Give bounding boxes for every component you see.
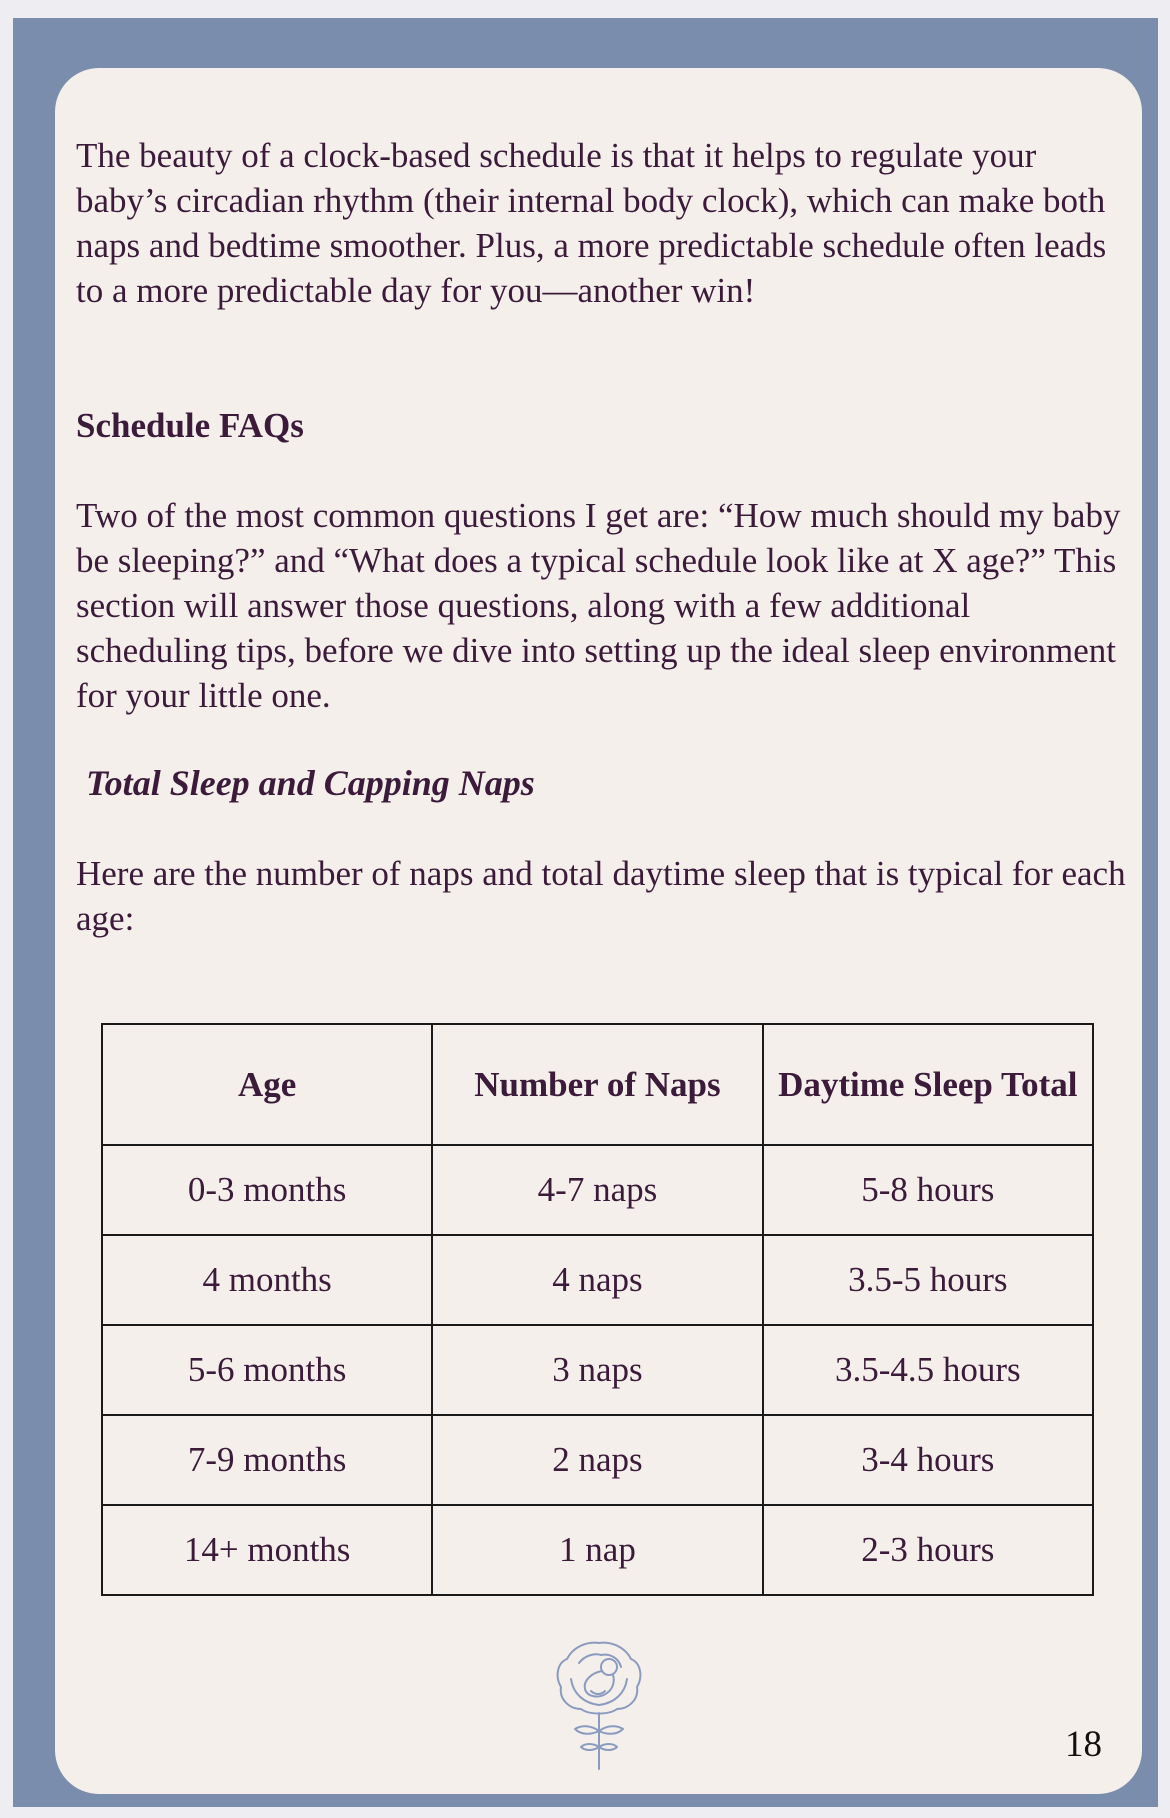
table-row — [102, 1415, 1093, 1505]
table-row — [102, 1325, 1093, 1415]
column-header-age: Age — [102, 1024, 432, 1145]
flower-baby-icon — [551, 1633, 647, 1773]
page-frame — [13, 18, 1158, 1807]
table-row — [102, 1145, 1093, 1235]
page-number: 18 — [1065, 1724, 1102, 1765]
column-header-naps: Number of Naps — [432, 1024, 762, 1145]
intro-paragraph: The beauty of a clock-based schedule is that it helps to regulate your baby’s circadian rhythm (their internal body clock), which can make both naps and bedtime smoother. Plus, a more predictable schedule often leads to a more predictable day for you—another win! — [76, 136, 1107, 310]
total-sleep-heading: Total Sleep and Capping Naps — [86, 763, 535, 803]
table-intro-paragraph: Here are the number of naps and total daytime sleep that is typical for each age: — [76, 854, 1126, 938]
naps-cell: 4-7 naps — [432, 1145, 762, 1235]
schedule-faqs-heading: Schedule FAQs — [76, 406, 304, 445]
table-row — [102, 1235, 1093, 1325]
age-cell: 7-9 months — [102, 1415, 432, 1505]
sleep-schedule-table — [101, 1023, 1094, 1596]
age-cell: 4 months — [102, 1235, 432, 1325]
faq-paragraph: Two of the most common questions I get are: “How much should my baby be sleeping?” and “What does a typical schedule look like at X age?” This section will answer those questions, along with a few additional scheduling tips, before we dive into setting up the ideal sleep environment for your little one. — [76, 496, 1121, 715]
column-header-daytime-sleep: Daytime Sleep Total — [763, 1024, 1093, 1145]
daytime-sleep-cell: 2-3 hours — [763, 1505, 1093, 1595]
naps-cell: 4 naps — [432, 1235, 762, 1325]
document-page — [55, 68, 1142, 1794]
daytime-sleep-cell: 3-4 hours — [763, 1415, 1093, 1505]
naps-cell: 3 naps — [432, 1325, 762, 1415]
naps-cell: 1 nap — [432, 1505, 762, 1595]
table-header-row — [102, 1024, 1093, 1145]
daytime-sleep-cell: 3.5-4.5 hours — [763, 1325, 1093, 1415]
daytime-sleep-cell: 5-8 hours — [763, 1145, 1093, 1235]
daytime-sleep-cell: 3.5-5 hours — [763, 1235, 1093, 1325]
naps-cell: 2 naps — [432, 1415, 762, 1505]
age-cell: 14+ months — [102, 1505, 432, 1595]
age-cell: 0-3 months — [102, 1145, 432, 1235]
table-row — [102, 1505, 1093, 1595]
age-cell: 5-6 months — [102, 1325, 432, 1415]
